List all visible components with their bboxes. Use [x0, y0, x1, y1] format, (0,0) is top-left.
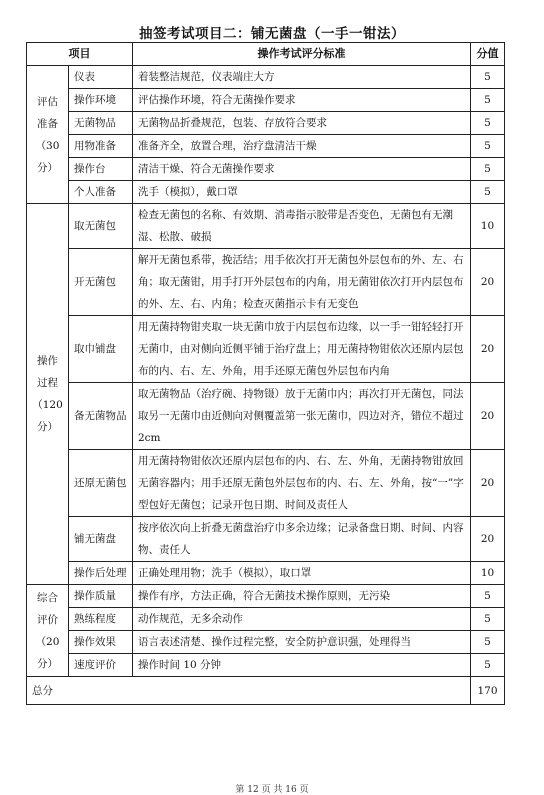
table-row: [27, 585, 505, 608]
criteria-cell: 操作时间 10 分钟: [133, 654, 471, 677]
total-row: [27, 677, 505, 705]
item-cell: 用物准备: [69, 135, 133, 158]
item-cell: 取巾铺盘: [69, 316, 133, 383]
table-row: [27, 316, 505, 383]
score-cell: 20: [471, 316, 505, 383]
criteria-cell: 动作规范，无多余动作: [133, 608, 471, 631]
item-cell: 铺无菌盘: [69, 517, 133, 562]
item-cell: 操作环境: [69, 89, 133, 112]
score-cell: 5: [471, 158, 505, 181]
header-criteria: 操作考试评分标准: [133, 43, 471, 66]
score-cell: 10: [471, 204, 505, 249]
item-cell: 无菌物品: [69, 112, 133, 135]
criteria-cell: 着装整洁规范，仪表端庄大方: [133, 66, 471, 89]
item-cell: 个人准备: [69, 181, 133, 204]
table-row: [27, 608, 505, 631]
scoring-table: [26, 42, 505, 705]
item-cell: 操作质量: [69, 585, 133, 608]
table-row: [27, 249, 505, 316]
table-row: [27, 89, 505, 112]
table-row: [27, 112, 505, 135]
item-cell: 速度评价: [69, 654, 133, 677]
criteria-cell: 洗手（模拟），戴口罩: [133, 181, 471, 204]
item-cell: 仪表: [69, 66, 133, 89]
item-cell: 操作台: [69, 158, 133, 181]
category-cell: 评估准备（30分）: [27, 66, 69, 204]
criteria-cell: 正确处理用物；洗手（模拟），取口罩: [133, 562, 471, 585]
score-cell: 5: [471, 608, 505, 631]
table-row: [27, 450, 505, 517]
item-cell: 备无菌物品: [69, 383, 133, 450]
criteria-cell: 解开无菌包系带，挽活结；用手依次打开无菌包外层包布的外、左、右角；取无菌钳，用手打开外层包布的内角，用无菌钳依次打开内层包布的外、左、右、内角；检查灭菌指示卡有无变色: [133, 249, 471, 316]
table-row: [27, 562, 505, 585]
score-cell: 5: [471, 631, 505, 654]
criteria-cell: 准备齐全，放置合理，治疗盘清洁干燥: [133, 135, 471, 158]
criteria-cell: 操作有序，方法正确，符合无菌技术操作原则，无污染: [133, 585, 471, 608]
score-cell: 20: [471, 517, 505, 562]
table-header-row: [27, 43, 505, 66]
table-row: [27, 135, 505, 158]
table-row: [27, 654, 505, 677]
category-cell: 综合评价（20分）: [27, 585, 69, 677]
table-row: [27, 158, 505, 181]
table-row: [27, 181, 505, 204]
page-title: 抽签考试项目二：铺无菌盘（一手一钳法）: [139, 26, 405, 42]
table-row: [27, 204, 505, 249]
item-cell: 熟练程度: [69, 608, 133, 631]
score-cell: 5: [471, 585, 505, 608]
criteria-cell: 用无菌持物钳夹取一块无菌巾放于内层包布边缘，以一手一钳轻轻打开无菌巾，由对侧向近侧平铺于治疗盘上；用无菌持物钳依次还原内层包布的内、右、左、外角，用手还原无菌包外层包布内角: [133, 316, 471, 383]
table-row: [27, 517, 505, 562]
criteria-cell: 清洁干燥、符合无菌操作要求: [133, 158, 471, 181]
item-cell: 操作效果: [69, 631, 133, 654]
item-cell: 操作后处理: [69, 562, 133, 585]
criteria-cell: 无菌物品折叠规范，包装、存放符合要求: [133, 112, 471, 135]
table-body: [27, 66, 505, 705]
item-cell: 还原无菌包: [69, 450, 133, 517]
score-cell: 20: [471, 450, 505, 517]
score-cell: 20: [471, 249, 505, 316]
criteria-cell: 取无菌物品（治疗碗、持物镊）放于无菌巾内；再次打开无菌包，同法取另一无菌巾由近侧向对侧覆盖第一张无菌巾，四边对齐，错位不超过 2cm: [133, 383, 471, 450]
criteria-cell: 用无菌持物钳依次还原内层包布的内、右、左、外角，无菌持物钳放回无菌容器内；用手还原无菌包外层包布的内、右、左、外角，按“一”字型包好无菌包；记录开包日期、时间及责任人: [133, 450, 471, 517]
criteria-cell: 评估操作环境，符合无菌操作要求: [133, 89, 471, 112]
total-score: 170: [471, 677, 505, 705]
score-cell: 5: [471, 112, 505, 135]
category-cell: 操作过程（120分）: [27, 204, 69, 585]
header-item: 项目: [27, 43, 133, 66]
score-cell: 5: [471, 135, 505, 158]
score-cell: 5: [471, 654, 505, 677]
criteria-cell: 检查无菌包的名称、有效期、消毒指示胶带是否变色，无菌包有无潮湿、松散、破损: [133, 204, 471, 249]
score-cell: 5: [471, 66, 505, 89]
item-cell: 取无菌包: [69, 204, 133, 249]
table-row: [27, 631, 505, 654]
header-score: 分值: [471, 43, 505, 66]
item-cell: 开无菌包: [69, 249, 133, 316]
total-label: 总分: [27, 677, 471, 705]
score-cell: 5: [471, 181, 505, 204]
criteria-cell: 按序依次向上折叠无菌盘治疗巾多余边缘；记录备盘日期、时间、内容物、责任人: [133, 517, 471, 562]
table-row: [27, 383, 505, 450]
score-cell: 20: [471, 383, 505, 450]
score-cell: 10: [471, 562, 505, 585]
page-footer: 第 12 页 共 16 页: [235, 785, 309, 795]
score-cell: 5: [471, 89, 505, 112]
table-row: [27, 66, 505, 89]
criteria-cell: 语言表述清楚、操作过程完整，安全防护意识强，处理得当: [133, 631, 471, 654]
